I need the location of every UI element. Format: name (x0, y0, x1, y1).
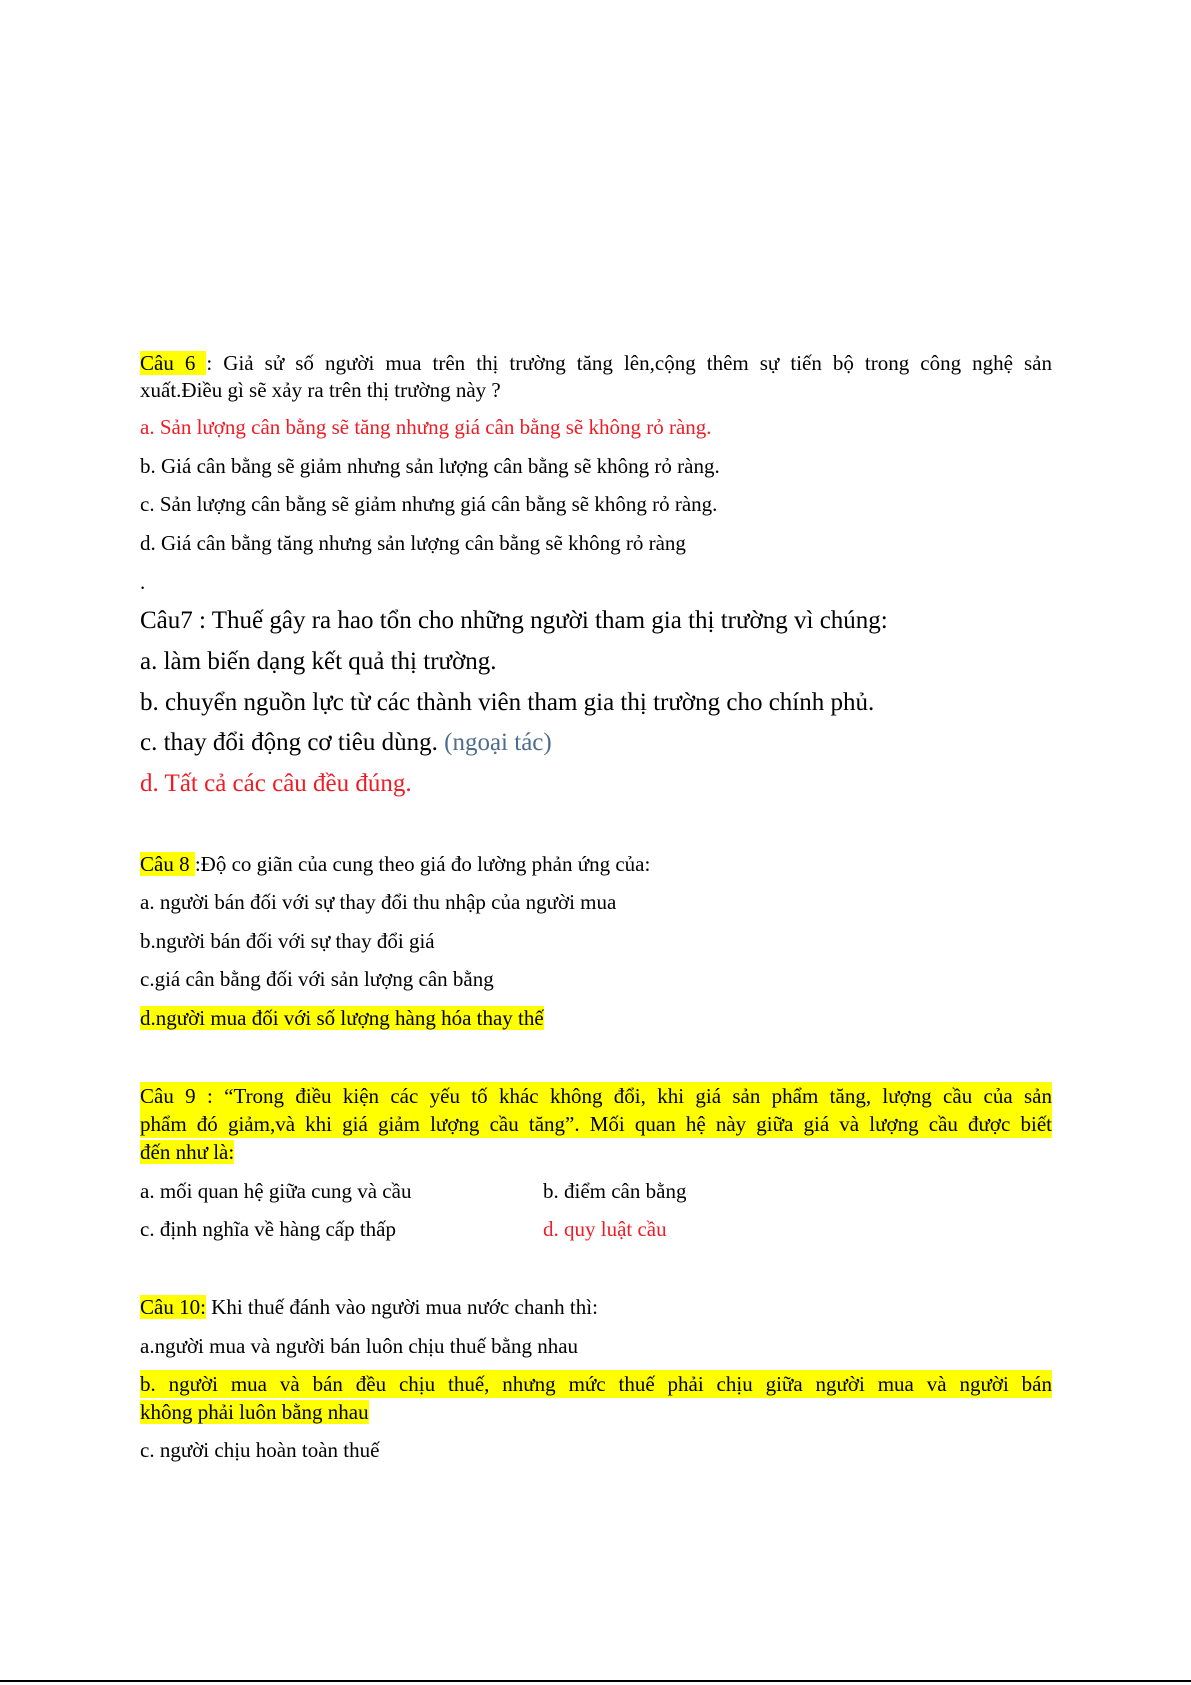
q7-option-c: c. thay đổi động cơ tiêu dùng. (140, 729, 438, 756)
q9-option-c: c. định nghĩa về hàng cấp thấp (140, 1217, 396, 1241)
q9-options-row1 (140, 1177, 1052, 1205)
q10-option-b-line2: không phải luôn bằng nhau (140, 1400, 369, 1424)
q6-option-c: c. Sản lượng cân bằng sẽ giảm nhưng giá cân bằng sẽ không rỏ ràng. (140, 492, 718, 516)
q10-option-a: a.người mua và người bán luôn chịu thuế bằng nhau (140, 1334, 579, 1358)
q6-trailing-dot: . (140, 570, 146, 594)
q9-line2: phẩm đó giảm,và khi giá giảm lượng cầu tăng”. Mối quan hệ này giữa giá và lượng cầu được biết (140, 1112, 1052, 1136)
q9-line3: đến như là: (140, 1140, 235, 1164)
q7-note: (ngoại tác) (444, 729, 552, 756)
q6-line1 (140, 349, 1052, 377)
q9-option-d: d. quy luật cầu (543, 1217, 667, 1241)
q6-option-a: a. Sản lượng cân bằng sẽ tăng nhưng giá cân bằng sẽ không rỏ ràng. (140, 415, 712, 439)
q6-label: Câu 6 (140, 351, 207, 375)
q6-option-b: b. Giá cân bằng sẽ giảm nhưng sản lượng cân bằng sẽ không rỏ ràng. (140, 454, 720, 478)
q10-option-b-line2-wrap (140, 1398, 1052, 1426)
q9-options-row2 (140, 1215, 1052, 1243)
q8-option-d-line (140, 1004, 1052, 1032)
q9-line1: Câu 9 : “Trong điều kiện các yếu tố khác không đổi, khi giá sản phẩm tăng, lượng cầu của sản (140, 1084, 1052, 1108)
q8-option-d: d.người mua đối với số lượng hàng hóa thay thế (140, 1006, 544, 1030)
q7-question: Câu7 : Thuế gây ra hao tổn cho những người tham gia thị trường vì chúng: (140, 607, 888, 634)
q7-option-d: d. Tất cả các câu đều đúng. (140, 770, 412, 797)
q6-text-line2: xuất.Điều gì sẽ xảy ra trên thị trường này ? (140, 378, 501, 402)
footer-rule (0, 1680, 1191, 1682)
q8-option-c: c.giá cân bằng đối với sản lượng cân bằng (140, 967, 494, 991)
q10-text: Khi thuế đánh vào người mua nước chanh thì: (205, 1295, 598, 1319)
q6-text-line1: : Giả sử số người mua trên thị trường tăng lên,cộng thêm sự tiến bộ trong công nghệ sản (206, 351, 1053, 375)
q9-line3-wrap (140, 1138, 1052, 1166)
q8-label: Câu 8 (140, 852, 195, 876)
q9-option-a: a. mối quan hệ giữa cung và cầu (140, 1179, 412, 1203)
q10-option-c: c. người chịu hoàn toàn thuế (140, 1438, 380, 1462)
q7-option-b: b. chuyển nguồn lực từ các thành viên tham gia thị trường cho chính phủ. (140, 689, 875, 716)
q10-label: Câu 10: (140, 1295, 206, 1319)
q10-option-b-line1: b. người mua và bán đều chịu thuế, nhưng mức thuế phải chịu giữa người mua và người bán (140, 1372, 1052, 1396)
q7-option-c-line (140, 727, 1052, 759)
q9-option-b: b. điểm cân bằng (543, 1179, 687, 1203)
q10-question (140, 1293, 1052, 1321)
q8-option-a: a. người bán đối với sự thay đổi thu nhập của người mua (140, 890, 617, 914)
q8-question (140, 850, 1052, 878)
q8-text: :Độ co giãn của cung theo giá đo lường phản ứng của: (194, 852, 651, 876)
q6-option-d: d. Giá cân bằng tăng nhưng sản lượng cân bằng sẽ không rỏ ràng (140, 531, 686, 555)
q7-option-a: a. làm biến dạng kết quả thị trường. (140, 648, 497, 675)
q8-option-b: b.người bán đối với sự thay đổi giá (140, 929, 435, 953)
